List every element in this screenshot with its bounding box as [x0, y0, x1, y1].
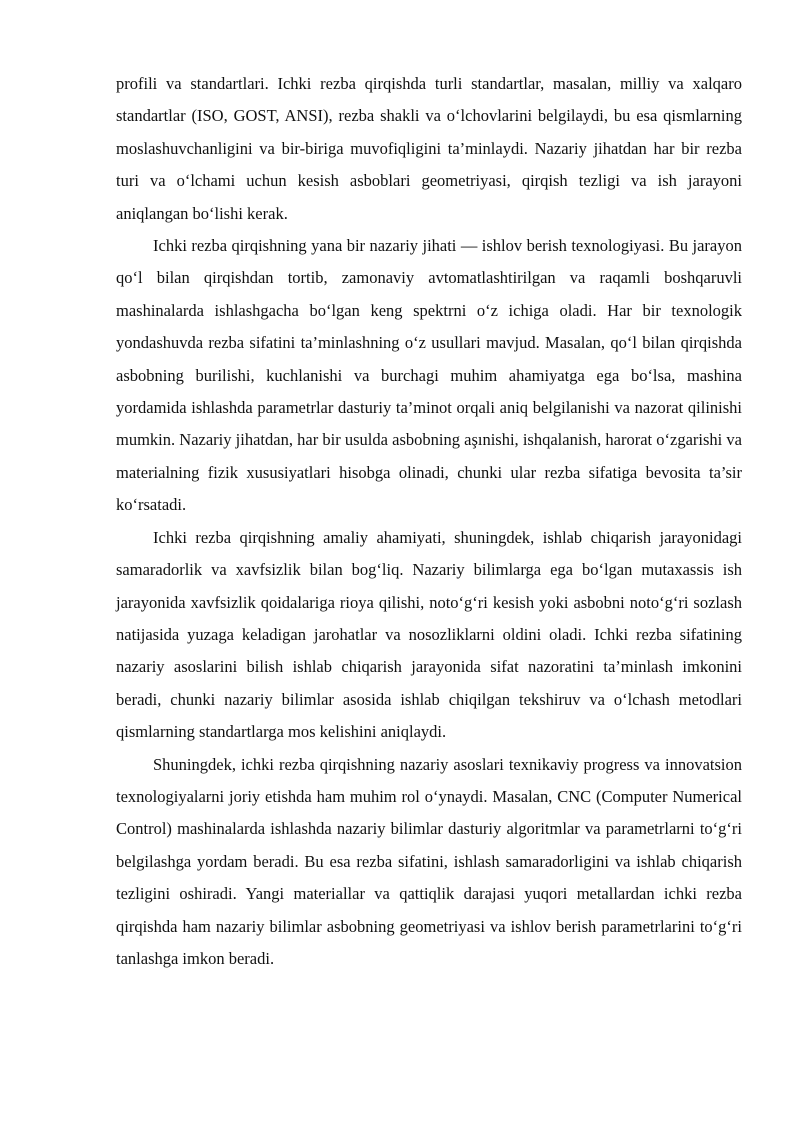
document-body [116, 68, 742, 975]
paragraph-3: Ichki rezba qirqishning amaliy ahamiyati, shuningdek, ishlab chiqarish jarayonidagi samaradorlik va xavfsizlik bilan bog‘liq. Nazariy bilimlarga ega bo‘lgan mutaxassis ish jarayonida xavfsizlik qoidalariga rioya qilishi, noto‘g‘ri kesish yoki asbobni noto‘g‘ri sozlash natijasida yuzaga keladigan jarohatlar va nosozliklarni oldini oladi. Ichki rezba sifatining nazariy asoslarini bilish ishlab chiqarish jarayonida sifat nazoratini ta’minlash imkonini beradi, chunki nazariy bilimlar asosida ishlab chiqilgan tekshiruv va o‘lchash metodlari qismlarning standartlarga mos kelishini aniqlaydi. [116, 527, 742, 742]
paragraph-2: Ichki rezba qirqishning yana bir nazariy jihati — ishlov berish texnologiyasi. Bu jarayon qo‘l bilan qirqishdan tortib, zamonaviy avtomatlashtirilgan va raqamli boshqaruvli mashinalarda ishlashgacha bo‘lgan keng spektrni o‘z ichiga oladi. Har bir texnologik yondashuvda rezba sifatini ta’minlashning o‘z usullari mavjud. Masalan, qo‘l bilan qirqishda asbobning burilishi, kuchlanishi va burchagi muhim ahamiyatga ega bo‘lsa, mashina yordamida ishlashda parametrlar dasturiy ta’minot orqali aniq belgilanishi va nazorat qilinishi mumkin. Nazariy jihatdan, har bir usulda asbobning aşınishi, ishqalanish, harorat o‘zgarishi va materialning fizik xususiyatlari hisobga olinadi, chunki ular rezba sifatiga bevosita ta’sir ko‘rsatadi. [116, 236, 742, 515]
paragraph-4: Shuningdek, ichki rezba qirqishning nazariy asoslari texnikaviy progress va innovatsion texnologiyalarni joriy etishda ham muhim rol o‘ynaydi. Masalan, CNC (Computer Numerical Control) mashinalarda ishlashda nazariy bilimlar dasturiy algoritmlar va parametrlarni to‘g‘ri belgilashga yordam beradi. Bu esa rezba sifatini, ishlash samaradorligini va ishlab chiqarish tezligini oshiradi. Yangi materiallar va qattiqlik darajasi yuqori metallardan ichki rezba qirqishda ham nazariy bilimlar asbobning geometriyasi va ishlov berish parametrlarini to‘g‘ri tanlashga imkon beradi. [116, 754, 742, 968]
paragraph-1: profili va standartlari. Ichki rezba qirqishda turli standartlar, masalan, milliy va xalqaro standartlar (ISO, GOST, ANSI), rezba shakli va o‘lchovlarini belgilaydi, bu esa qismlarning moslashuvchanligini va bir-biriga muvofiqligini ta’minlaydi. Nazariy jihatdan har bir rezba turi va o‘lchami uchun kesish asboblari geometriyasi, qirqish tezligi va ish jarayoni aniqlangan bo‘lishi kerak. [116, 74, 742, 223]
